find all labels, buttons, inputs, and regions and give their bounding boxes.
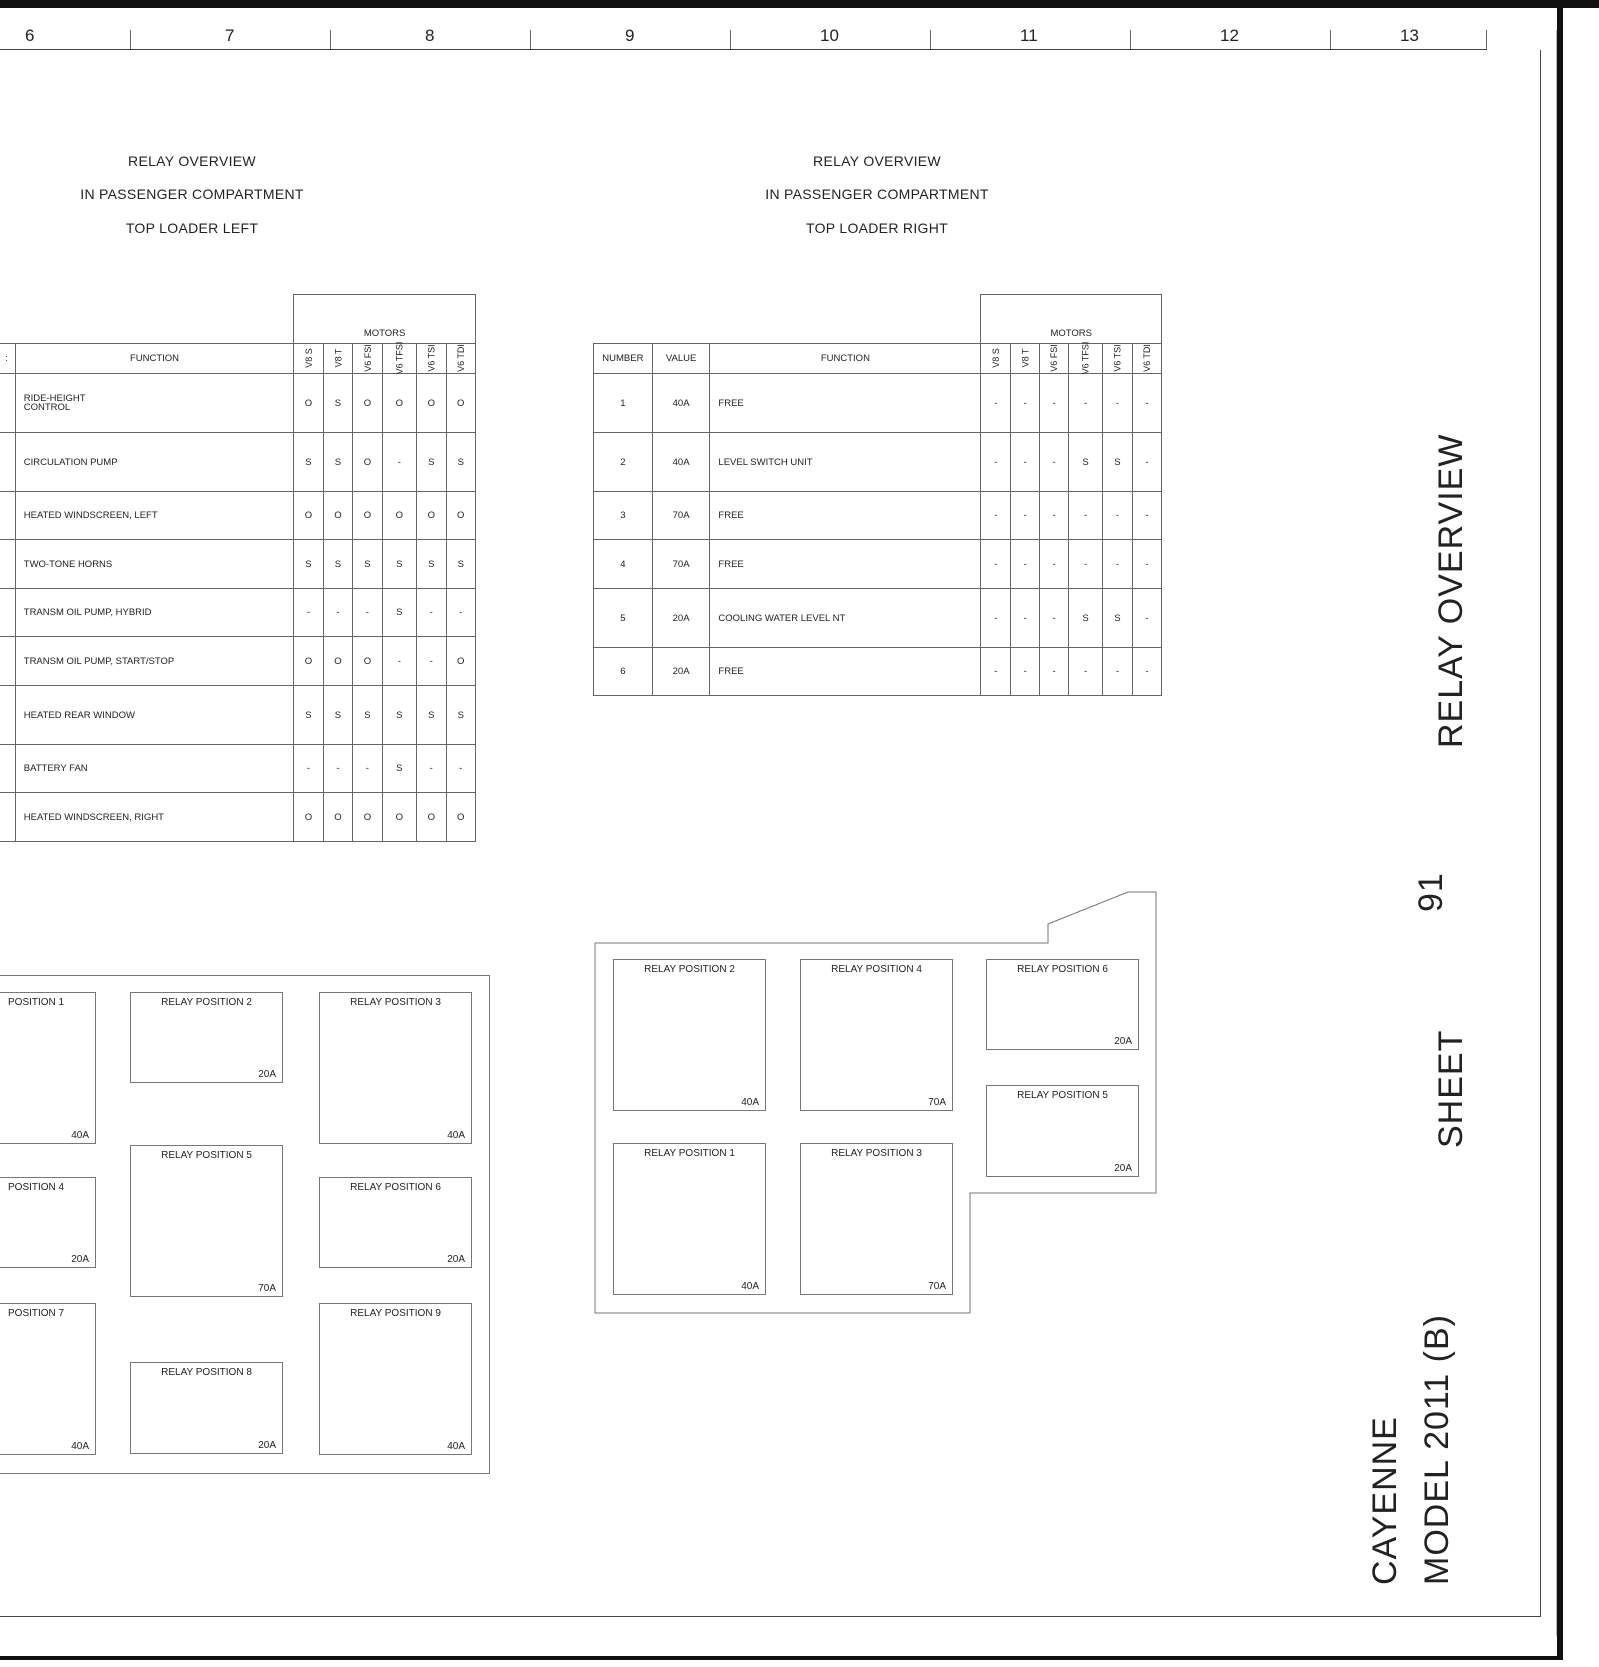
relay-position-box: RELAY POSITION 3 40A	[319, 992, 472, 1144]
value-cell: S	[446, 686, 476, 745]
value-cell: -	[981, 648, 1011, 696]
relay-position-box: RELAY POSITION 9 40A	[319, 1303, 472, 1455]
value-cell: -	[382, 433, 416, 492]
value-cell: S	[382, 686, 416, 745]
value-cell: S	[417, 433, 446, 492]
number-cell: 1	[594, 374, 653, 433]
value-cell: -	[1040, 589, 1069, 648]
value-cell: -	[1069, 540, 1103, 589]
value-cell: -	[1011, 589, 1040, 648]
value-cell: S	[353, 540, 382, 589]
model-label: MODEL 2011 (B)	[1418, 1314, 1456, 1585]
value-cell: -	[417, 745, 446, 793]
value-cell: -	[1040, 540, 1069, 589]
value-cell: -	[1132, 648, 1161, 696]
function-cell: HEATED WINDSCREEN, LEFT	[15, 492, 293, 540]
value-cell: O	[323, 492, 352, 540]
value-cell: 70A	[652, 492, 710, 540]
value-cell: S	[323, 686, 352, 745]
value-cell: -	[1069, 492, 1103, 540]
sheet-heading: RELAY OVERVIEW	[1432, 433, 1470, 748]
value-cell: S	[382, 589, 416, 637]
number-header: NUMBER	[594, 344, 653, 374]
value-cell: -	[323, 745, 352, 793]
motor-col-header: V8 T	[1011, 344, 1040, 374]
left-title-2: IN PASSENGER COMPARTMENT	[80, 186, 304, 202]
value-cell: O	[446, 637, 476, 686]
relay-position-box: RELAY POSITION 2 40A	[613, 959, 766, 1111]
motor-col-header: V6 TSI	[1102, 344, 1132, 374]
number-cell: 4	[594, 540, 653, 589]
value-cell: -	[1132, 433, 1161, 492]
motor-col-header: V6 FSI	[353, 344, 382, 374]
value-cell: -	[981, 374, 1011, 433]
relay-position-box: POSITION 1 40A	[0, 992, 96, 1144]
value-cell: -	[294, 589, 323, 637]
function-cell: RIDE-HEIGHT CONTROL	[15, 374, 293, 433]
ruler-number: 11	[1020, 26, 1038, 45]
value-cell: -	[446, 589, 476, 637]
motor-col-header: V6 FSI	[1040, 344, 1069, 374]
ruler-number: 12	[1220, 26, 1239, 45]
value-cell: S	[1102, 433, 1132, 492]
value-cell: -	[1132, 374, 1161, 433]
value-cell: O	[353, 492, 382, 540]
relay-position-box: RELAY POSITION 4 70A	[800, 959, 953, 1111]
value-cell: -	[981, 589, 1011, 648]
value-cell: -	[1102, 540, 1132, 589]
value-cell: -	[981, 540, 1011, 589]
right-title-3: TOP LOADER RIGHT	[806, 220, 948, 236]
left-title-3: TOP LOADER LEFT	[125, 220, 259, 236]
relay-position-box: POSITION 7 40A	[0, 1303, 96, 1455]
value-cell: -	[353, 589, 382, 637]
left-function-header: FUNCTION	[15, 344, 293, 374]
function-header: FUNCTION	[710, 344, 981, 374]
motor-col-header: V8 S	[981, 344, 1011, 374]
value-cell: O	[323, 793, 352, 842]
relay-position-box: POSITION 4 20A	[0, 1177, 96, 1268]
function-cell: FREE	[710, 648, 981, 696]
right-title-2: IN PASSENGER COMPARTMENT	[765, 186, 989, 202]
function-cell: LEVEL SWITCH UNIT	[710, 433, 981, 492]
value-cell: S	[294, 540, 323, 589]
function-cell: FREE	[710, 492, 981, 540]
value-cell: -	[1132, 492, 1161, 540]
function-cell: TRANSM OIL PUMP, HYBRID	[15, 589, 293, 637]
value-cell: O	[294, 374, 323, 433]
ruler-number: 13	[1400, 26, 1419, 45]
number-cell: 2	[594, 433, 653, 492]
value-cell: S	[294, 686, 323, 745]
value-cell: O	[382, 793, 416, 842]
value-cell: S	[1069, 433, 1103, 492]
value-cell: S	[1102, 589, 1132, 648]
value-cell: -	[1011, 374, 1040, 433]
value-cell: O	[353, 637, 382, 686]
value-cell: O	[417, 793, 446, 842]
left-title-1: RELAY OVERVIEW	[128, 153, 256, 169]
value-cell: 40A	[652, 374, 710, 433]
value-cell: -	[1102, 374, 1132, 433]
ruler-number: 6	[25, 26, 35, 45]
ruler-number: 7	[225, 26, 235, 45]
value-cell: 20A	[652, 589, 710, 648]
left-motors-header: MOTORS	[294, 295, 476, 344]
number-cell: 6	[594, 648, 653, 696]
number-cell: 5	[594, 589, 653, 648]
relay-position-box: RELAY POSITION 6 20A	[319, 1177, 472, 1268]
value-cell: S	[417, 686, 446, 745]
right-motors-header: MOTORS	[981, 295, 1162, 344]
motor-col-header: V8 S	[294, 344, 323, 374]
value-cell: -	[1069, 374, 1103, 433]
value-cell: O	[353, 433, 382, 492]
value-cell: O	[353, 793, 382, 842]
value-cell: S	[382, 745, 416, 793]
function-cell: HEATED REAR WINDOW	[15, 686, 293, 745]
function-cell: BATTERY FAN	[15, 745, 293, 793]
ruler-number: 8	[425, 26, 435, 45]
value-cell: -	[1011, 492, 1040, 540]
value-cell: 20A	[652, 648, 710, 696]
value-cell: O	[382, 492, 416, 540]
relay-position-box: RELAY POSITION 2 20A	[130, 992, 283, 1083]
value-cell: O	[446, 492, 476, 540]
relay-position-box: RELAY POSITION 5 20A	[986, 1085, 1139, 1177]
vehicle-label: CAYENNE	[1366, 1416, 1404, 1585]
value-cell: S	[323, 540, 352, 589]
function-cell: HEATED WINDSCREEN, RIGHT	[15, 793, 293, 842]
sheet-number: 91	[1412, 872, 1450, 912]
value-cell: -	[981, 433, 1011, 492]
number-cell: 3	[594, 492, 653, 540]
value-cell: -	[1011, 540, 1040, 589]
value-cell: O	[294, 793, 323, 842]
value-cell: O	[446, 374, 476, 433]
relay-position-box: RELAY POSITION 5 70A	[130, 1145, 283, 1297]
value-cell: S	[323, 374, 352, 433]
value-cell: -	[446, 745, 476, 793]
value-cell: -	[1011, 648, 1040, 696]
relay-position-box: RELAY POSITION 6 20A	[986, 959, 1139, 1050]
value-cell: O	[446, 793, 476, 842]
left-first-col-header: :	[0, 344, 15, 374]
value-cell: -	[382, 637, 416, 686]
value-cell: S	[417, 540, 446, 589]
value-cell: -	[294, 745, 323, 793]
value-cell: S	[323, 433, 352, 492]
value-header: VALUE	[652, 344, 710, 374]
function-cell: TWO-TONE HORNS	[15, 540, 293, 589]
value-cell: O	[294, 492, 323, 540]
ruler-number: 10	[820, 26, 839, 45]
value-cell: -	[417, 637, 446, 686]
value-cell: -	[1040, 492, 1069, 540]
value-cell: O	[294, 637, 323, 686]
value-cell: -	[1069, 648, 1103, 696]
value-cell: S	[446, 540, 476, 589]
value-cell: -	[1102, 648, 1132, 696]
value-cell: -	[323, 589, 352, 637]
value-cell: -	[1102, 492, 1132, 540]
value-cell: O	[382, 374, 416, 433]
sheet-label: SHEET	[1432, 1029, 1470, 1148]
function-cell: FREE	[710, 374, 981, 433]
value-cell: -	[1132, 589, 1161, 648]
motor-col-header: V6 TFSI	[1069, 344, 1103, 374]
value-cell: O	[417, 492, 446, 540]
right-title-1: RELAY OVERVIEW	[813, 153, 941, 169]
value-cell: O	[417, 374, 446, 433]
value-cell: -	[981, 492, 1011, 540]
value-cell: S	[446, 433, 476, 492]
value-cell: S	[1069, 589, 1103, 648]
function-cell: TRANSM OIL PUMP, START/STOP	[15, 637, 293, 686]
value-cell: -	[417, 589, 446, 637]
motor-col-header: V6 TFSI	[382, 344, 416, 374]
value-cell: -	[1132, 540, 1161, 589]
motor-col-header: V8 T	[323, 344, 352, 374]
value-cell: S	[353, 686, 382, 745]
value-cell: 70A	[652, 540, 710, 589]
function-cell: FREE	[710, 540, 981, 589]
value-cell: -	[1040, 433, 1069, 492]
function-cell: CIRCULATION PUMP	[15, 433, 293, 492]
value-cell: O	[353, 374, 382, 433]
ruler-number: 9	[625, 26, 635, 45]
relay-position-box: RELAY POSITION 1 40A	[613, 1143, 766, 1295]
value-cell: O	[323, 637, 352, 686]
relay-position-box: RELAY POSITION 3 70A	[800, 1143, 953, 1295]
motor-col-header: V6 TDI	[446, 344, 476, 374]
value-cell: S	[294, 433, 323, 492]
value-cell: -	[1011, 433, 1040, 492]
value-cell: S	[382, 540, 416, 589]
value-cell: -	[1040, 648, 1069, 696]
value-cell: -	[1040, 374, 1069, 433]
relay-position-box: RELAY POSITION 8 20A	[130, 1362, 283, 1454]
motor-col-header: V6 TSI	[417, 344, 446, 374]
motor-col-header: V6 TDI	[1132, 344, 1161, 374]
value-cell: 40A	[652, 433, 710, 492]
function-cell: COOLING WATER LEVEL NT	[710, 589, 981, 648]
value-cell: -	[353, 745, 382, 793]
